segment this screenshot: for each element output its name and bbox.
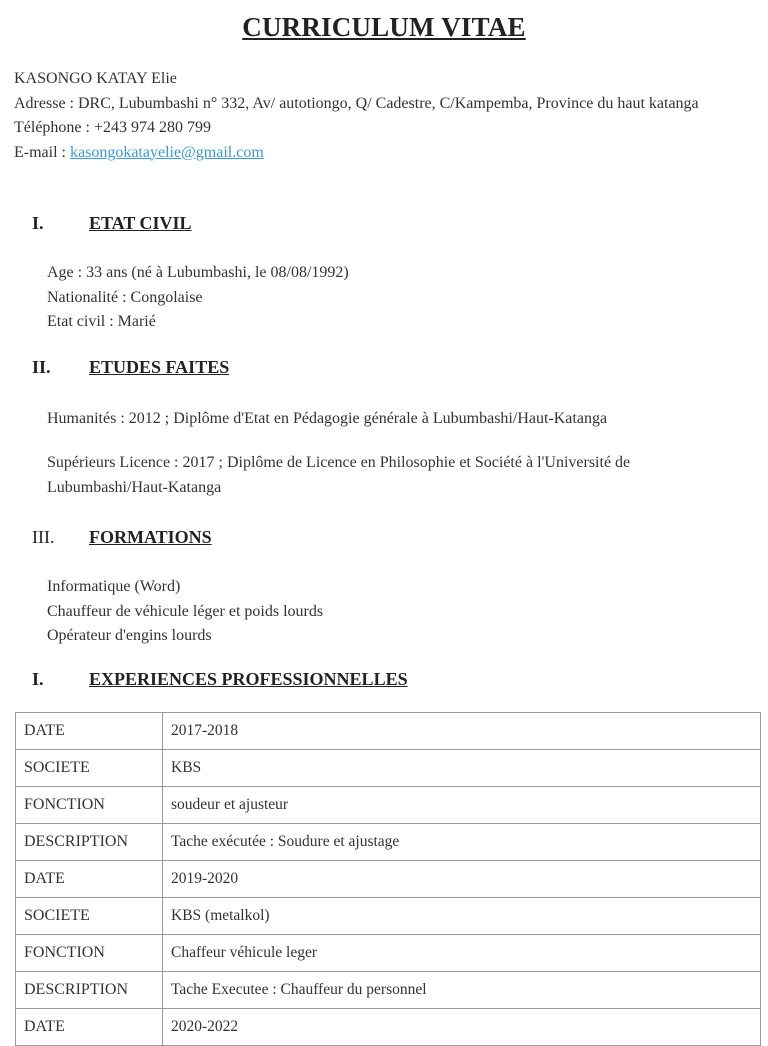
row-value: KBS (metalkol)	[163, 898, 761, 935]
row-key: DESCRIPTION	[16, 824, 163, 861]
section-title: EXPERIENCES PROFESSIONNELLES	[89, 669, 408, 689]
row-value: 2020-2022	[163, 1009, 761, 1046]
row-value: Chaffeur véhicule leger	[163, 935, 761, 972]
etat-civil-block	[47, 261, 349, 335]
row-value: 2019-2020	[163, 861, 761, 898]
table-row	[16, 861, 761, 898]
section-number: III.	[32, 527, 55, 547]
table-row	[16, 713, 761, 750]
formation-item: Opérateur d'engins lourds	[47, 627, 212, 644]
row-value: soudeur et ajusteur	[163, 787, 761, 824]
table-row	[16, 1009, 761, 1046]
row-value: Tache exécutée : Soudure et ajustage	[163, 824, 761, 861]
phone-line	[14, 116, 758, 141]
row-key: SOCIETE	[16, 750, 163, 787]
section-title: ETUDES FAITES	[89, 357, 230, 377]
row-value: Tache Executee : Chauffeur du personnel	[163, 972, 761, 1009]
address-label: Adresse :	[14, 94, 74, 112]
contact-block	[14, 67, 758, 165]
table-row	[16, 787, 761, 824]
section-heading-formations	[32, 527, 212, 548]
table-row	[16, 824, 761, 861]
row-key: FONCTION	[16, 787, 163, 824]
section-number: I.	[32, 213, 44, 233]
table-row	[16, 898, 761, 935]
row-key: DATE	[16, 713, 163, 750]
marital-status-line: Etat civil : Marié	[47, 313, 156, 330]
section-heading-experiences	[32, 669, 408, 690]
phone-value: +243 974 280 799	[93, 119, 211, 136]
email-label: E-mail :	[14, 143, 66, 161]
etudes-item: Supérieurs Licence : 2017 ; Diplôme de Licence en Philosophie et Société à l'Université de Lubumbashi/Haut-Katanga	[47, 454, 631, 496]
email-link[interactable]: kasongokatayelie@gmail.com	[69, 143, 264, 161]
section-heading-etudes	[32, 357, 229, 378]
row-key: DATE	[16, 861, 163, 898]
email-line	[14, 141, 758, 166]
section-heading-etat-civil	[32, 213, 192, 234]
row-key: FONCTION	[16, 935, 163, 972]
row-value: 2017-2018	[163, 713, 761, 750]
table-row	[16, 750, 761, 787]
etudes-item: Humanités : 2012 ; Diplôme d'Etat en Pédagogie générale à Lubumbashi/Haut-Katanga	[47, 410, 608, 427]
table-row	[16, 972, 761, 1009]
row-key: DATE	[16, 1009, 163, 1046]
row-value: KBS	[163, 750, 761, 787]
section-number: I.	[32, 669, 44, 689]
experience-table	[15, 712, 761, 1046]
formation-item: Informatique (Word)	[47, 578, 181, 595]
phone-label: Téléphone :	[14, 119, 90, 136]
table-row	[16, 935, 761, 972]
formations-block	[47, 575, 323, 649]
address-value: DRC, Lubumbashi n° 332, Av/ autotiongo, Q/ Cadestre, C/Kampemba, Province du haut katanga	[77, 94, 699, 112]
age-line: Age : 33 ans (né à Lubumbashi, le 08/08/1992)	[47, 264, 349, 281]
section-number: II.	[32, 357, 51, 377]
full-name: KASONGO KATAY Elie	[14, 70, 177, 87]
row-key: DESCRIPTION	[16, 972, 163, 1009]
section-title: ETAT CIVIL	[89, 213, 192, 233]
section-title: FORMATIONS	[89, 527, 212, 547]
nationality-line: Nationalité : Congolaise	[47, 288, 203, 306]
address-line	[14, 92, 758, 117]
row-key: SOCIETE	[16, 898, 163, 935]
page-title: CURRICULUM VITAE	[242, 12, 526, 42]
formation-item: Chauffeur de véhicule léger et poids lourds	[47, 602, 324, 620]
